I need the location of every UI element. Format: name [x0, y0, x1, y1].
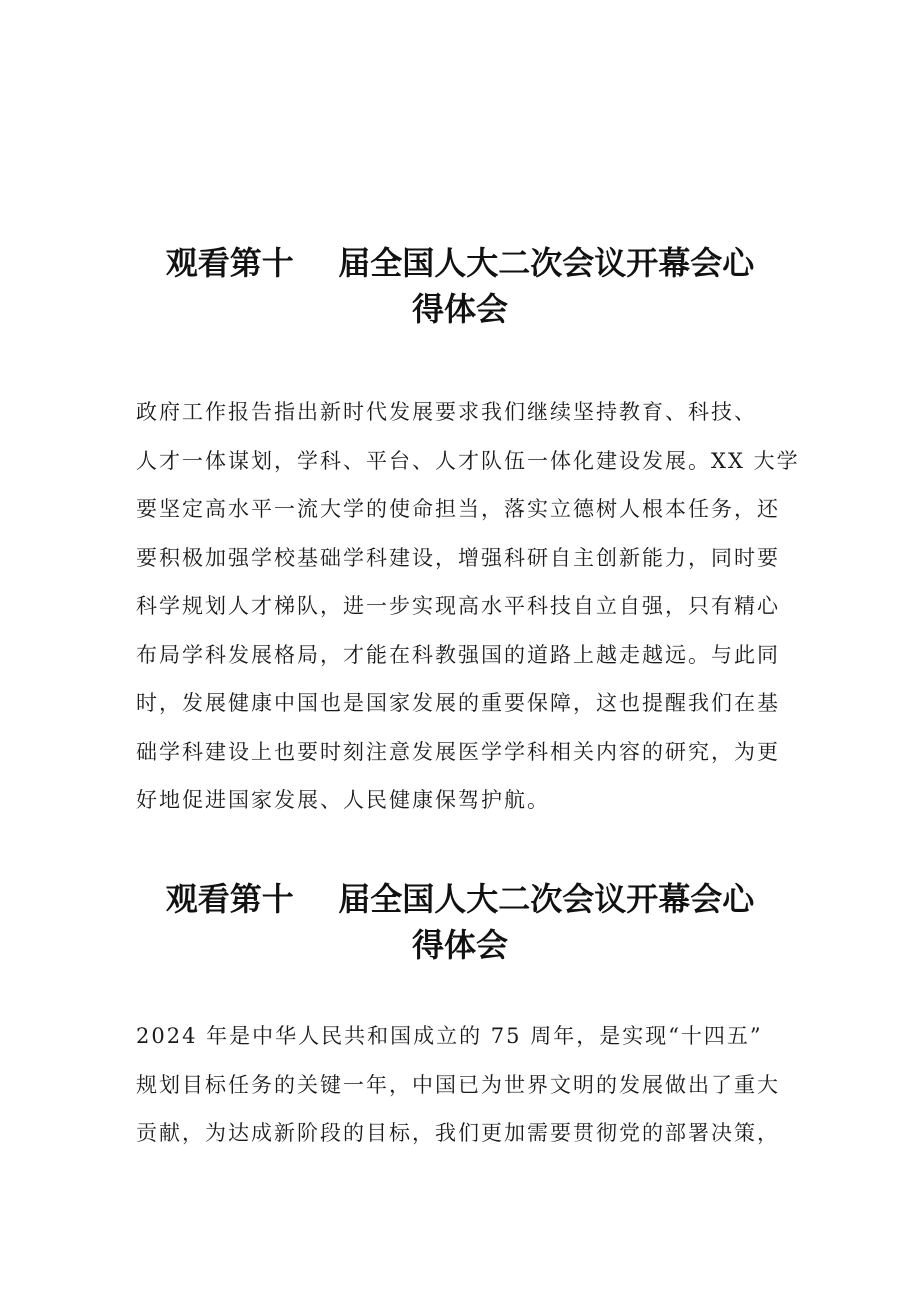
section-2-paragraph [136, 1012, 808, 1158]
paragraph-line: 规划目标任务的关键一年，中国已为世界文明的发展做出了重大 [136, 1072, 780, 1097]
paragraph-line: 布局学科发展格局，才能在科教强国的道路上越走越远。与此同 [136, 642, 780, 667]
paragraph-line: 好地促进国家发展、人民健康保驾护航。 [136, 788, 550, 812]
paragraph-line: 人才一体谋划，学科、平台、人才队伍一体化建设发展。XX 大学 [136, 448, 800, 473]
section-2-title-line-2: 得体会 [411, 926, 508, 964]
paragraph-line: 科学规划人才梯队，进一步实现高水平科技自立自强，只有精心 [136, 594, 780, 618]
paragraph-line: 要积极加强学校基础学科建设，增强科研自主创新能力，同时要 [136, 545, 780, 570]
paragraph-line: 时，发展健康中国也是国家发展的重要保障，这也提醒我们在基 [136, 691, 780, 715]
paragraph-line: 础学科建设上也要时刻注意发展医学学科相关内容的研究，为更 [136, 739, 780, 764]
section-2-title-line-1: 观看第十 届全国人大二次会议开幕会心 [165, 880, 755, 918]
section-1-title-line-1: 观看第十 届全国人大二次会议开幕会心 [165, 244, 755, 282]
paragraph-line: 要坚定高水平一流大学的使命担当，落实立德树人根本任务，还 [136, 497, 780, 521]
section-1-title-line-2: 得体会 [411, 290, 508, 328]
section-1-paragraph [136, 388, 808, 825]
paragraph-line: 贡献，为达成新阶段的目标，我们更加需要贯彻党的部署决策， [136, 1121, 780, 1145]
section-2-title [140, 876, 780, 968]
section-1-title [140, 240, 780, 332]
paragraph-line: 2024 年是中华人民共和国成立的 75 周年，是实现“十四五” [136, 1024, 763, 1048]
paragraph-line: 政府工作报告指出新时代发展要求我们继续坚持教育、科技、 [136, 400, 757, 424]
